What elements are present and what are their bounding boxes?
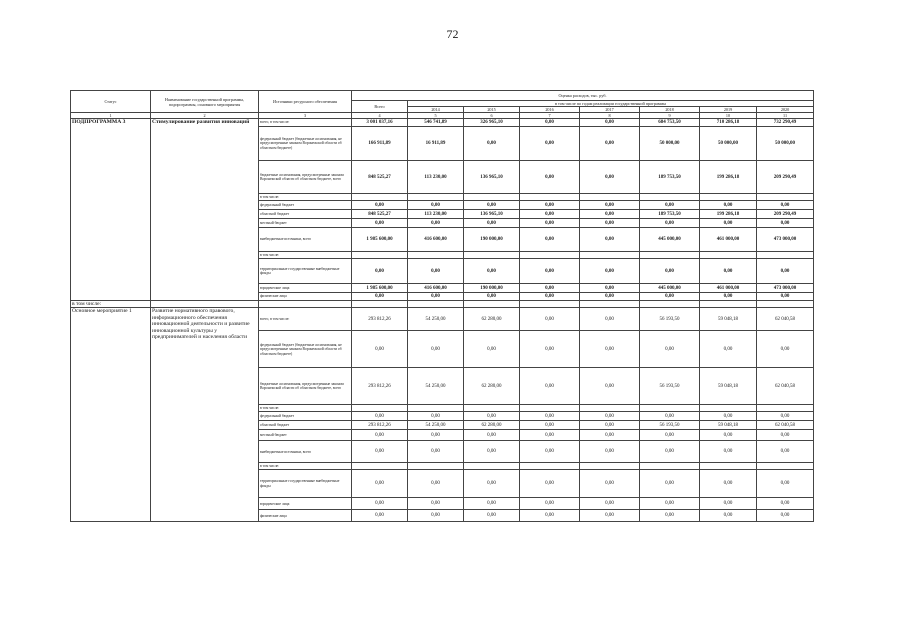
year-value [580, 405, 640, 412]
year-value: 0,00 [700, 430, 757, 441]
year-value: 136 965,10 [464, 210, 520, 219]
funding-source: областной бюджет [259, 210, 352, 219]
year-value [520, 252, 580, 259]
year-value: 0,00 [520, 228, 580, 252]
total-value: 0,00 [352, 412, 408, 421]
year-value: 0,00 [408, 498, 464, 510]
funding-source: в том числе: [259, 252, 352, 259]
year-value: 0,00 [520, 119, 580, 127]
including-row [71, 301, 814, 308]
year-value [640, 194, 700, 201]
empty-cell [352, 301, 408, 308]
year-value: 0,00 [464, 259, 520, 284]
header-name: Наименование государственной программы, подпрограммы, основного мероприятия [151, 91, 259, 113]
year-value: 0,00 [408, 219, 464, 228]
header-status: Статус [71, 91, 151, 113]
year-value: 0,00 [757, 331, 814, 368]
subprogram-name: Стимулирование развития инноваций [151, 119, 259, 301]
year-value: 0,00 [757, 430, 814, 441]
year-value: 199 286,18 [700, 161, 757, 194]
column-number: 5 [408, 113, 464, 119]
funding-source: федеральный бюджет [259, 412, 352, 421]
year-value [700, 194, 757, 201]
year-value: 0,00 [520, 293, 580, 301]
header-year: 2018 [640, 107, 700, 113]
year-value: 0,00 [464, 430, 520, 441]
year-value: 0,00 [640, 293, 700, 301]
header-estimate: Оценка расходов, тыс. руб. [352, 91, 814, 101]
total-value: 0,00 [352, 510, 408, 522]
header-year: 2015 [464, 107, 520, 113]
year-value: 0,00 [520, 201, 580, 210]
year-value: 54 250,00 [408, 368, 464, 405]
funding-source: всего, в том числе: [259, 119, 352, 127]
total-value: 0,00 [352, 259, 408, 284]
year-value: 0,00 [464, 331, 520, 368]
year-value: 0,00 [700, 510, 757, 522]
year-value [580, 252, 640, 259]
year-value: 0,00 [408, 412, 464, 421]
funding-source: в том числе: [259, 194, 352, 201]
total-value: 0,00 [352, 219, 408, 228]
year-value: 0,00 [757, 412, 814, 421]
year-value [640, 463, 700, 470]
year-value: 190 000,00 [464, 228, 520, 252]
year-value: 113 230,00 [408, 161, 464, 194]
header-year: 2016 [520, 107, 580, 113]
year-value: 0,00 [580, 470, 640, 498]
funding-source: в том числе: [259, 463, 352, 470]
year-value: 0,00 [520, 219, 580, 228]
empty-cell [259, 301, 352, 308]
year-value: 62 280,00 [464, 368, 520, 405]
page-number: 72 [446, 27, 459, 41]
total-value [352, 463, 408, 470]
year-value: 0,00 [580, 331, 640, 368]
year-value: 0,00 [757, 470, 814, 498]
year-value [640, 252, 700, 259]
year-value: 710 286,18 [700, 119, 757, 127]
funding-source: бюджетные ассигнования, предусмотренные законом Воронежской области об областном бюджете, всего [259, 368, 352, 405]
year-value: 0,00 [520, 331, 580, 368]
empty-cell [640, 301, 700, 308]
year-value: 0,00 [464, 470, 520, 498]
year-value: 0,00 [700, 498, 757, 510]
year-value: 0,00 [640, 470, 700, 498]
total-value: 1 985 600,00 [352, 228, 408, 252]
year-value: 0,00 [464, 498, 520, 510]
year-value: 0,00 [520, 441, 580, 463]
header-row [71, 91, 814, 101]
total-value [352, 252, 408, 259]
year-value: 0,00 [520, 308, 580, 331]
year-value [408, 405, 464, 412]
year-value [580, 194, 640, 201]
year-value [757, 252, 814, 259]
year-value [408, 252, 464, 259]
year-value: 0,00 [640, 219, 700, 228]
year-value: 0,00 [408, 201, 464, 210]
year-value: 0,00 [700, 293, 757, 301]
empty-cell [520, 301, 580, 308]
year-value: 0,00 [700, 219, 757, 228]
year-value: 445 000,00 [640, 228, 700, 252]
year-value: 0,00 [464, 201, 520, 210]
year-value [640, 405, 700, 412]
year-value: 0,00 [580, 308, 640, 331]
year-value: 416 600,00 [408, 284, 464, 293]
table-row [71, 308, 814, 331]
year-value: 0,00 [580, 119, 640, 127]
funding-source: в том числе: [259, 405, 352, 412]
year-value: 0,00 [757, 293, 814, 301]
year-value: 0,00 [580, 510, 640, 522]
column-number: 7 [520, 113, 580, 119]
total-value [352, 194, 408, 201]
year-value: 0,00 [408, 510, 464, 522]
year-value: 0,00 [464, 127, 520, 161]
year-value: 0,00 [580, 284, 640, 293]
year-value [700, 252, 757, 259]
empty-cell [580, 301, 640, 308]
year-value [520, 463, 580, 470]
header-by-years: в том числе по годам реализации государственной программы [408, 101, 814, 107]
year-value: 0,00 [580, 201, 640, 210]
year-value: 189 753,50 [640, 210, 700, 219]
year-value: 0,00 [520, 421, 580, 430]
funding-source: территориальные государственные внебюджетные фонды [259, 259, 352, 284]
year-value [700, 463, 757, 470]
empty-cell [700, 301, 757, 308]
year-value: 0,00 [640, 498, 700, 510]
year-value: 199 286,18 [700, 210, 757, 219]
year-value: 0,00 [408, 259, 464, 284]
year-value: 0,00 [520, 368, 580, 405]
year-value: 16 911,89 [408, 127, 464, 161]
year-value: 546 741,89 [408, 119, 464, 127]
year-value [520, 194, 580, 201]
year-value: 0,00 [580, 412, 640, 421]
year-value: 0,00 [408, 430, 464, 441]
year-value: 0,00 [700, 441, 757, 463]
year-value: 461 000,00 [700, 228, 757, 252]
header-year: 2020 [757, 107, 814, 113]
year-value: 0,00 [520, 470, 580, 498]
year-value: 0,00 [580, 368, 640, 405]
year-value: 0,00 [640, 259, 700, 284]
year-value [757, 194, 814, 201]
total-value: 0,00 [352, 470, 408, 498]
year-value: 0,00 [757, 259, 814, 284]
empty-cell [757, 301, 814, 308]
event-name: Развитие нормативного правового, информационного обеспечения инновационной деятельности и развитие инновационной культуры у предпринимателей и населения области [151, 308, 259, 522]
year-value: 0,00 [640, 430, 700, 441]
funding-source: внебюджетные источники, всего [259, 228, 352, 252]
year-value: 0,00 [757, 441, 814, 463]
header-total: Всего [352, 101, 408, 113]
year-value: 62 040,58 [757, 421, 814, 430]
year-value: 473 000,00 [757, 228, 814, 252]
year-value: 473 000,00 [757, 284, 814, 293]
year-value: 56 193,50 [640, 368, 700, 405]
year-value: 445 000,00 [640, 284, 700, 293]
column-number: 9 [640, 113, 700, 119]
year-value: 50 000,00 [757, 127, 814, 161]
column-number: 10 [700, 113, 757, 119]
year-value: 0,00 [700, 470, 757, 498]
year-value: 0,00 [408, 293, 464, 301]
year-value: 54 250,00 [408, 421, 464, 430]
year-value [408, 194, 464, 201]
year-value: 0,00 [580, 210, 640, 219]
header-source: Источники ресурсного обеспечения [259, 91, 352, 113]
total-value: 0,00 [352, 293, 408, 301]
column-number: 11 [757, 113, 814, 119]
year-value: 59 048,18 [700, 308, 757, 331]
column-number: 4 [352, 113, 408, 119]
year-value: 461 000,00 [700, 284, 757, 293]
year-value: 189 753,50 [640, 161, 700, 194]
year-value: 0,00 [700, 259, 757, 284]
funding-source: бюджетные ассигнования, предусмотренные законом Воронежской области об областном бюджете, всего [259, 161, 352, 194]
year-value: 0,00 [520, 259, 580, 284]
year-value: 0,00 [408, 331, 464, 368]
total-value: 293 812,26 [352, 308, 408, 331]
funding-source: федеральный бюджет (бюджетные ассигнования, не предусмотренные законом Воронежской области об областном бюджете) [259, 331, 352, 368]
funding-source: физические лица [259, 293, 352, 301]
including-label: в том числе: [71, 301, 151, 308]
total-value: 0,00 [352, 331, 408, 368]
year-value: 62 040,58 [757, 368, 814, 405]
total-value: 848 525,27 [352, 210, 408, 219]
year-value: 59 048,18 [700, 368, 757, 405]
column-number: 6 [464, 113, 520, 119]
subprogram-status: ПОДПРОГРАММА 3 [71, 119, 151, 301]
year-value [700, 405, 757, 412]
empty-cell [408, 301, 464, 308]
year-value [408, 463, 464, 470]
year-value: 0,00 [640, 331, 700, 368]
year-value: 0,00 [408, 470, 464, 498]
year-value: 0,00 [464, 510, 520, 522]
year-value: 0,00 [700, 201, 757, 210]
funding-source: федеральный бюджет [259, 201, 352, 210]
year-value: 0,00 [700, 412, 757, 421]
year-value: 50 000,00 [700, 127, 757, 161]
year-value [580, 463, 640, 470]
year-value: 0,00 [757, 219, 814, 228]
total-value: 293 812,26 [352, 368, 408, 405]
empty-cell [151, 301, 259, 308]
total-value: 3 001 037,16 [352, 119, 408, 127]
year-value [757, 405, 814, 412]
year-value: 0,00 [757, 201, 814, 210]
year-value: 0,00 [640, 412, 700, 421]
year-value: 0,00 [520, 127, 580, 161]
year-value [464, 463, 520, 470]
year-value: 0,00 [520, 210, 580, 219]
year-value: 113 230,00 [408, 210, 464, 219]
year-value: 0,00 [520, 284, 580, 293]
funding-source: местный бюджет [259, 219, 352, 228]
column-number: 2 [151, 113, 259, 119]
year-value: 136 965,10 [464, 161, 520, 194]
funding-source: федеральный бюджет (бюджетные ассигнования, не предусмотренные законом Воронежской области об областном бюджете) [259, 127, 352, 161]
year-value: 0,00 [757, 510, 814, 522]
funding-source: юридические лица [259, 284, 352, 293]
total-value: 1 985 600,00 [352, 284, 408, 293]
year-value: 0,00 [464, 412, 520, 421]
funding-source: территориальные государственные внебюджетные фонды [259, 470, 352, 498]
year-value: 0,00 [580, 441, 640, 463]
total-value: 166 911,89 [352, 127, 408, 161]
event-status: Основное мероприятие 1 [71, 308, 151, 522]
column-number: 3 [259, 113, 352, 119]
funding-source: местный бюджет [259, 430, 352, 441]
total-value: 0,00 [352, 430, 408, 441]
year-value: 0,00 [640, 441, 700, 463]
total-value: 0,00 [352, 441, 408, 463]
total-value: 0,00 [352, 498, 408, 510]
year-value: 0,00 [520, 510, 580, 522]
year-value: 209 290,49 [757, 161, 814, 194]
year-value [520, 405, 580, 412]
year-value: 0,00 [408, 441, 464, 463]
year-value: 416 600,00 [408, 228, 464, 252]
total-value: 293 812,26 [352, 421, 408, 430]
year-value [464, 405, 520, 412]
year-value: 0,00 [640, 201, 700, 210]
year-value: 0,00 [520, 412, 580, 421]
empty-cell [464, 301, 520, 308]
year-value: 56 193,50 [640, 308, 700, 331]
year-value: 54 250,00 [408, 308, 464, 331]
year-value: 0,00 [464, 219, 520, 228]
year-value: 0,00 [580, 219, 640, 228]
total-value [352, 405, 408, 412]
funding-source: физические лица [259, 510, 352, 522]
year-value: 732 290,49 [757, 119, 814, 127]
year-value: 209 290,49 [757, 210, 814, 219]
header-year: 2017 [580, 107, 640, 113]
year-value [464, 194, 520, 201]
year-value: 684 753,50 [640, 119, 700, 127]
year-value: 0,00 [580, 161, 640, 194]
year-value: 0,00 [580, 430, 640, 441]
year-value: 0,00 [464, 293, 520, 301]
year-value: 0,00 [580, 421, 640, 430]
funding-source: внебюджетные источники, всего [259, 441, 352, 463]
year-value: 0,00 [520, 430, 580, 441]
year-value: 59 048,18 [700, 421, 757, 430]
column-number: 1 [71, 113, 151, 119]
year-value [464, 252, 520, 259]
header-year: 2014 [408, 107, 464, 113]
year-value: 0,00 [580, 498, 640, 510]
funding-source: юридические лица [259, 498, 352, 510]
year-value: 0,00 [520, 498, 580, 510]
year-value: 0,00 [757, 498, 814, 510]
year-value: 50 000,00 [640, 127, 700, 161]
table-row [71, 119, 814, 127]
year-value: 0,00 [520, 161, 580, 194]
year-value [757, 463, 814, 470]
year-value: 56 193,50 [640, 421, 700, 430]
budget-table [70, 90, 814, 522]
year-value: 190 000,00 [464, 284, 520, 293]
year-value: 0,00 [700, 331, 757, 368]
header-year: 2019 [700, 107, 757, 113]
funding-source: всего, в том числе: [259, 308, 352, 331]
year-value: 0,00 [640, 510, 700, 522]
year-value: 0,00 [580, 228, 640, 252]
total-value: 848 525,27 [352, 161, 408, 194]
year-value: 62 280,00 [464, 421, 520, 430]
funding-source: областной бюджет [259, 421, 352, 430]
total-value: 0,00 [352, 201, 408, 210]
year-value: 326 965,10 [464, 119, 520, 127]
year-value: 62 280,00 [464, 308, 520, 331]
column-number: 8 [580, 113, 640, 119]
year-value: 0,00 [580, 293, 640, 301]
year-value: 0,00 [580, 259, 640, 284]
year-value: 0,00 [580, 127, 640, 161]
year-value: 62 040,58 [757, 308, 814, 331]
year-value: 0,00 [464, 441, 520, 463]
